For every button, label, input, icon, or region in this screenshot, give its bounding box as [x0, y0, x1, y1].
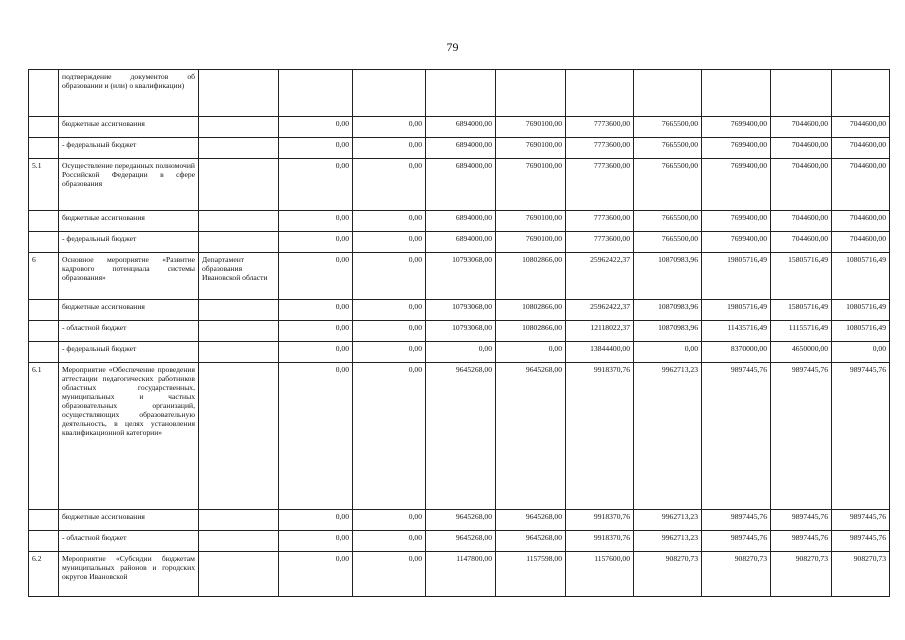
cell-value	[702, 70, 771, 117]
cell-executor	[199, 232, 279, 253]
cell-value: 9897445,76	[702, 363, 771, 510]
cell-value: 0,00	[353, 300, 426, 321]
table-row	[29, 138, 890, 159]
cell-value: 9897445,76	[832, 510, 890, 531]
cell-value: 0,00	[634, 342, 702, 363]
cell-value: 0,00	[279, 300, 353, 321]
cell-value: 0,00	[279, 510, 353, 531]
cell-value: 10870983,96	[634, 253, 702, 300]
cell-executor	[199, 363, 279, 510]
cell-value: 10805716,49	[832, 300, 890, 321]
cell-description: бюджетные ассигнования	[59, 300, 199, 321]
cell-value: 12118022,37	[566, 321, 634, 342]
cell-value: 10802866,00	[496, 300, 566, 321]
cell-description: - федеральный бюджет	[59, 342, 199, 363]
cell-value: 7665500,00	[634, 211, 702, 232]
cell-value: 0,00	[353, 510, 426, 531]
cell-value: 25962422,37	[566, 253, 634, 300]
cell-value: 10870983,96	[634, 300, 702, 321]
cell-value: 15805716,49	[771, 300, 832, 321]
cell-description: - федеральный бюджет	[59, 138, 199, 159]
cell-value: 7699400,00	[702, 232, 771, 253]
cell-description: бюджетные ассигнования	[59, 117, 199, 138]
cell-executor	[199, 321, 279, 342]
cell-value	[496, 70, 566, 117]
cell-executor	[199, 531, 279, 552]
cell-value: 0,00	[353, 138, 426, 159]
cell-description: Мероприятие «Обеспечение проведения аттестации педагогических работников областных государственных, муниципальных и частных образовательных организаций, осуществляющих образовательную деятельность, в целях установления квалификационной категории»	[59, 363, 199, 510]
cell-description: подтверждение документов об образовании и (или) о квалификации)	[59, 70, 199, 117]
cell-value: 9918370,76	[566, 531, 634, 552]
cell-value: 7690100,00	[496, 117, 566, 138]
cell-code	[29, 321, 59, 342]
table-row	[29, 321, 890, 342]
cell-value: 0,00	[279, 232, 353, 253]
cell-value: 7044600,00	[832, 232, 890, 253]
cell-value: 7773600,00	[566, 232, 634, 253]
cell-value: 0,00	[279, 138, 353, 159]
cell-value: 6894000,00	[426, 159, 496, 211]
cell-value: 6894000,00	[426, 117, 496, 138]
cell-value: 9897445,76	[771, 510, 832, 531]
cell-value: 7044600,00	[771, 159, 832, 211]
cell-value: 9645268,00	[496, 531, 566, 552]
cell-value: 9897445,76	[771, 363, 832, 510]
cell-value: 1157600,00	[566, 552, 634, 597]
cell-value: 0,00	[353, 363, 426, 510]
cell-code	[29, 510, 59, 531]
cell-value: 9897445,76	[832, 363, 890, 510]
cell-value: 0,00	[353, 232, 426, 253]
cell-executor	[199, 342, 279, 363]
cell-value: 7773600,00	[566, 117, 634, 138]
cell-code	[29, 300, 59, 321]
cell-value: 7699400,00	[702, 117, 771, 138]
cell-description: Осуществление переданных полномочий Российской Федерации в сфере образования	[59, 159, 199, 211]
cell-value: 6894000,00	[426, 211, 496, 232]
cell-code: 5.1	[29, 159, 59, 211]
cell-value: 9897445,76	[771, 531, 832, 552]
cell-code: 6	[29, 253, 59, 300]
cell-value: 908270,73	[634, 552, 702, 597]
cell-value: 7044600,00	[771, 117, 832, 138]
table-row	[29, 232, 890, 253]
cell-value: 9897445,76	[702, 510, 771, 531]
cell-value: 11435716,49	[702, 321, 771, 342]
cell-value	[771, 70, 832, 117]
cell-value	[279, 70, 353, 117]
cell-value: 7665500,00	[634, 232, 702, 253]
cell-value: 25962422,37	[566, 300, 634, 321]
cell-description: - федеральный бюджет	[59, 232, 199, 253]
cell-value	[832, 70, 890, 117]
cell-value: 10802866,00	[496, 253, 566, 300]
cell-value: 9645268,00	[426, 510, 496, 531]
cell-executor	[199, 552, 279, 597]
budget-table	[28, 69, 890, 597]
cell-value: 1147800,00	[426, 552, 496, 597]
cell-value: 7044600,00	[771, 232, 832, 253]
cell-value: 0,00	[279, 531, 353, 552]
cell-code: 6.2	[29, 552, 59, 597]
table-row	[29, 363, 890, 510]
table-row	[29, 300, 890, 321]
cell-value: 0,00	[353, 253, 426, 300]
cell-code	[29, 117, 59, 138]
cell-code	[29, 232, 59, 253]
cell-description: Мероприятие «Субсидии бюджетам муниципальных районов и городских округов Ивановской	[59, 552, 199, 597]
cell-value: 9962713,23	[634, 531, 702, 552]
table-row	[29, 70, 890, 117]
cell-executor: Департамент образования Ивановской области	[199, 253, 279, 300]
cell-value: 7044600,00	[832, 138, 890, 159]
cell-executor	[199, 138, 279, 159]
cell-value: 10805716,49	[832, 253, 890, 300]
cell-value: 10793068,00	[426, 300, 496, 321]
table-row	[29, 253, 890, 300]
cell-value: 4650000,00	[771, 342, 832, 363]
cell-value: 10870983,96	[634, 321, 702, 342]
cell-value	[426, 70, 496, 117]
cell-value: 0,00	[279, 342, 353, 363]
cell-value: 7699400,00	[702, 211, 771, 232]
cell-executor	[199, 510, 279, 531]
cell-value: 9897445,76	[702, 531, 771, 552]
cell-value: 9645268,00	[496, 510, 566, 531]
table-row	[29, 159, 890, 211]
table-row	[29, 510, 890, 531]
cell-value: 908270,73	[702, 552, 771, 597]
cell-value: 7044600,00	[832, 211, 890, 232]
cell-executor	[199, 211, 279, 232]
cell-value: 0,00	[279, 159, 353, 211]
table-row	[29, 117, 890, 138]
cell-description: бюджетные ассигнования	[59, 211, 199, 232]
cell-value: 0,00	[279, 321, 353, 342]
table-row	[29, 342, 890, 363]
cell-value: 10793068,00	[426, 321, 496, 342]
cell-value: 6894000,00	[426, 232, 496, 253]
cell-value: 0,00	[279, 253, 353, 300]
cell-value: 19805716,49	[702, 300, 771, 321]
cell-value: 7699400,00	[702, 138, 771, 159]
cell-value	[566, 70, 634, 117]
cell-value: 13844400,00	[566, 342, 634, 363]
cell-value: 7665500,00	[634, 138, 702, 159]
cell-value: 9645268,00	[426, 363, 496, 510]
cell-value: 0,00	[353, 321, 426, 342]
cell-value: 9645268,00	[426, 531, 496, 552]
cell-value: 1157598,00	[496, 552, 566, 597]
cell-value: 10802866,00	[496, 321, 566, 342]
cell-value: 10805716,49	[832, 321, 890, 342]
cell-code	[29, 211, 59, 232]
cell-value	[634, 70, 702, 117]
cell-value: 9918370,76	[566, 510, 634, 531]
cell-value: 0,00	[279, 552, 353, 597]
cell-description: бюджетные ассигнования	[59, 510, 199, 531]
cell-code	[29, 531, 59, 552]
cell-value: 0,00	[353, 117, 426, 138]
cell-value: 7044600,00	[771, 211, 832, 232]
cell-value: 0,00	[279, 363, 353, 510]
cell-value: 0,00	[832, 342, 890, 363]
cell-value: 7773600,00	[566, 159, 634, 211]
cell-value: 0,00	[353, 159, 426, 211]
cell-value: 9962713,23	[634, 363, 702, 510]
cell-value: 0,00	[496, 342, 566, 363]
cell-code	[29, 342, 59, 363]
cell-value	[353, 70, 426, 117]
cell-executor	[199, 117, 279, 138]
cell-value: 9645268,00	[496, 363, 566, 510]
cell-value: 9897445,76	[832, 531, 890, 552]
cell-executor	[199, 159, 279, 211]
cell-value: 0,00	[353, 531, 426, 552]
cell-value: 10793068,00	[426, 253, 496, 300]
cell-value: 7690100,00	[496, 138, 566, 159]
table-row	[29, 531, 890, 552]
cell-value: 9918370,76	[566, 363, 634, 510]
cell-value: 7044600,00	[832, 159, 890, 211]
cell-executor	[199, 70, 279, 117]
cell-code	[29, 138, 59, 159]
cell-value: 908270,73	[832, 552, 890, 597]
cell-value: 15805716,49	[771, 253, 832, 300]
cell-value: 0,00	[353, 211, 426, 232]
cell-value: 7044600,00	[832, 117, 890, 138]
cell-value: 0,00	[353, 552, 426, 597]
cell-value: 8370000,00	[702, 342, 771, 363]
cell-value: 11155716,49	[771, 321, 832, 342]
cell-code	[29, 70, 59, 117]
cell-value: 7773600,00	[566, 211, 634, 232]
cell-executor	[199, 300, 279, 321]
cell-value: 0,00	[426, 342, 496, 363]
cell-value: 908270,73	[771, 552, 832, 597]
cell-description: - областной бюджет	[59, 531, 199, 552]
cell-value: 7665500,00	[634, 117, 702, 138]
cell-value: 7699400,00	[702, 159, 771, 211]
cell-value: 7690100,00	[496, 232, 566, 253]
cell-value: 0,00	[279, 211, 353, 232]
cell-value: 7690100,00	[496, 159, 566, 211]
cell-code: 6.1	[29, 363, 59, 510]
table-row	[29, 552, 890, 597]
cell-value: 0,00	[279, 117, 353, 138]
table-row	[29, 211, 890, 232]
cell-value: 9962713,23	[634, 510, 702, 531]
cell-value: 6894000,00	[426, 138, 496, 159]
page-number: 79	[446, 40, 459, 54]
cell-value: 7665500,00	[634, 159, 702, 211]
cell-value: 7044600,00	[771, 138, 832, 159]
cell-description: Основное мероприятие «Развитие кадрового потенциала системы образования»	[59, 253, 199, 300]
cell-value: 7773600,00	[566, 138, 634, 159]
cell-description: - областной бюджет	[59, 321, 199, 342]
cell-value: 0,00	[353, 342, 426, 363]
cell-value: 7690100,00	[496, 211, 566, 232]
cell-value: 19805716,49	[702, 253, 771, 300]
